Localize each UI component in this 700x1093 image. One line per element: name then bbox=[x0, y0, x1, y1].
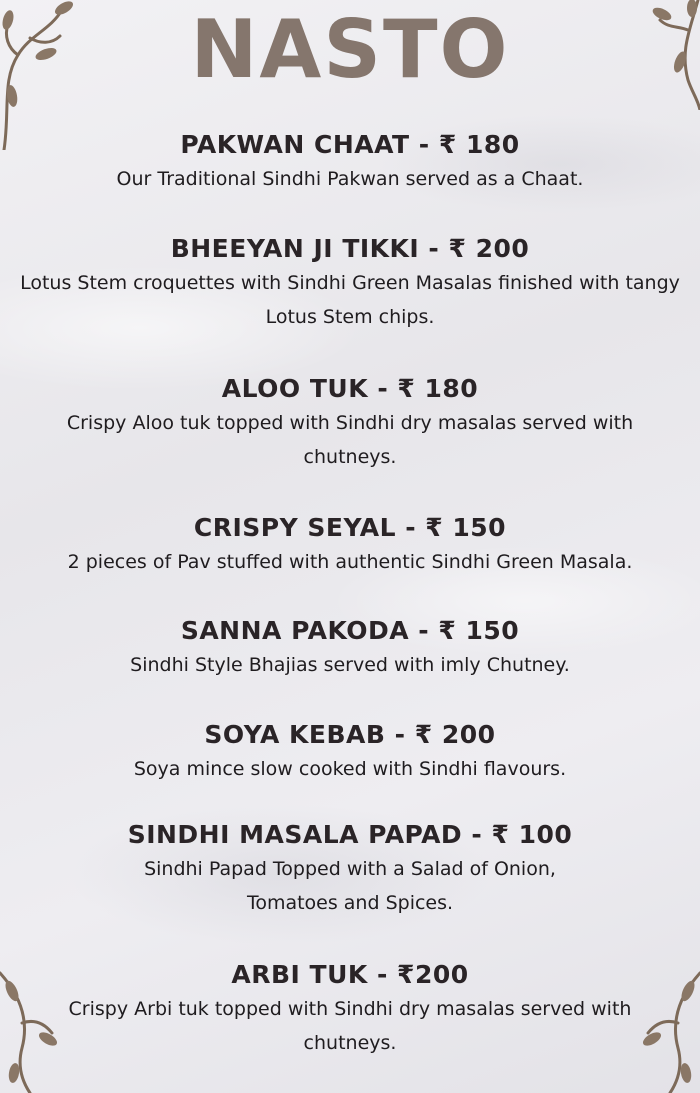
item-price: ₹ 200 bbox=[414, 720, 496, 749]
menu-item bbox=[0, 372, 700, 474]
item-description: Sindhi Style Bhajias served with imly Chutney. bbox=[130, 654, 570, 676]
item-heading bbox=[0, 511, 700, 545]
item-separator: - bbox=[409, 130, 439, 159]
item-name: PAKWAN CHAAT bbox=[180, 130, 410, 159]
item-price: ₹200 bbox=[397, 960, 469, 989]
item-description: 2 pieces of Pav stuffed with authentic Sindhi Green Masala. bbox=[67, 551, 633, 573]
item-heading bbox=[0, 614, 700, 648]
item-heading bbox=[0, 958, 700, 992]
item-description: Lotus Stem croquettes with Sindhi Green Masalas finished with tangy Lotus Stem chips. bbox=[20, 272, 680, 328]
item-heading bbox=[0, 372, 700, 406]
menu-item bbox=[0, 958, 700, 1060]
item-separator: - bbox=[462, 820, 492, 849]
item-name: BHEEYAN JI TIKKI bbox=[170, 234, 420, 263]
menu-item bbox=[0, 511, 700, 579]
item-separator: - bbox=[409, 616, 439, 645]
item-name: ARBI TUK bbox=[231, 960, 368, 989]
item-description: Soya mince slow cooked with Sindhi flavours. bbox=[133, 758, 567, 780]
item-description: Our Traditional Sindhi Pakwan served as a Chaat. bbox=[116, 168, 584, 190]
item-price: ₹ 200 bbox=[448, 234, 530, 263]
item-price: ₹ 180 bbox=[397, 374, 479, 403]
menu-title: NASTO bbox=[190, 3, 510, 96]
menu-item bbox=[0, 718, 700, 786]
item-price: ₹ 150 bbox=[425, 513, 507, 542]
item-heading bbox=[0, 718, 700, 752]
item-description: Crispy Arbi tuk topped with Sindhi dry masalas served with chutneys. bbox=[68, 998, 632, 1054]
item-name: ALOO TUK bbox=[221, 374, 369, 403]
item-price: ₹ 150 bbox=[438, 616, 520, 645]
item-separator: - bbox=[368, 374, 398, 403]
item-price: ₹ 100 bbox=[491, 820, 573, 849]
item-separator: - bbox=[385, 720, 415, 749]
item-heading bbox=[0, 128, 700, 162]
item-separator: - bbox=[396, 513, 426, 542]
item-name: SINDHI MASALA PAPAD bbox=[127, 820, 463, 849]
menu-item bbox=[0, 818, 700, 920]
menu-item bbox=[0, 614, 700, 682]
item-separator: - bbox=[367, 960, 398, 989]
item-description: Sindhi Papad Topped with a Salad of Onion, Tomatoes and Spices. bbox=[144, 858, 556, 914]
item-name: SANNA PAKODA bbox=[180, 616, 410, 645]
item-price: ₹ 180 bbox=[438, 130, 520, 159]
item-heading bbox=[0, 818, 700, 852]
item-separator: - bbox=[419, 234, 449, 263]
item-description: Crispy Aloo tuk topped with Sindhi dry masalas served with chutneys. bbox=[66, 412, 634, 468]
menu-item bbox=[0, 128, 700, 196]
item-name: CRISPY SEYAL bbox=[193, 513, 396, 542]
item-heading bbox=[0, 232, 700, 266]
item-name: SOYA KEBAB bbox=[204, 720, 386, 749]
menu-item bbox=[0, 232, 700, 334]
